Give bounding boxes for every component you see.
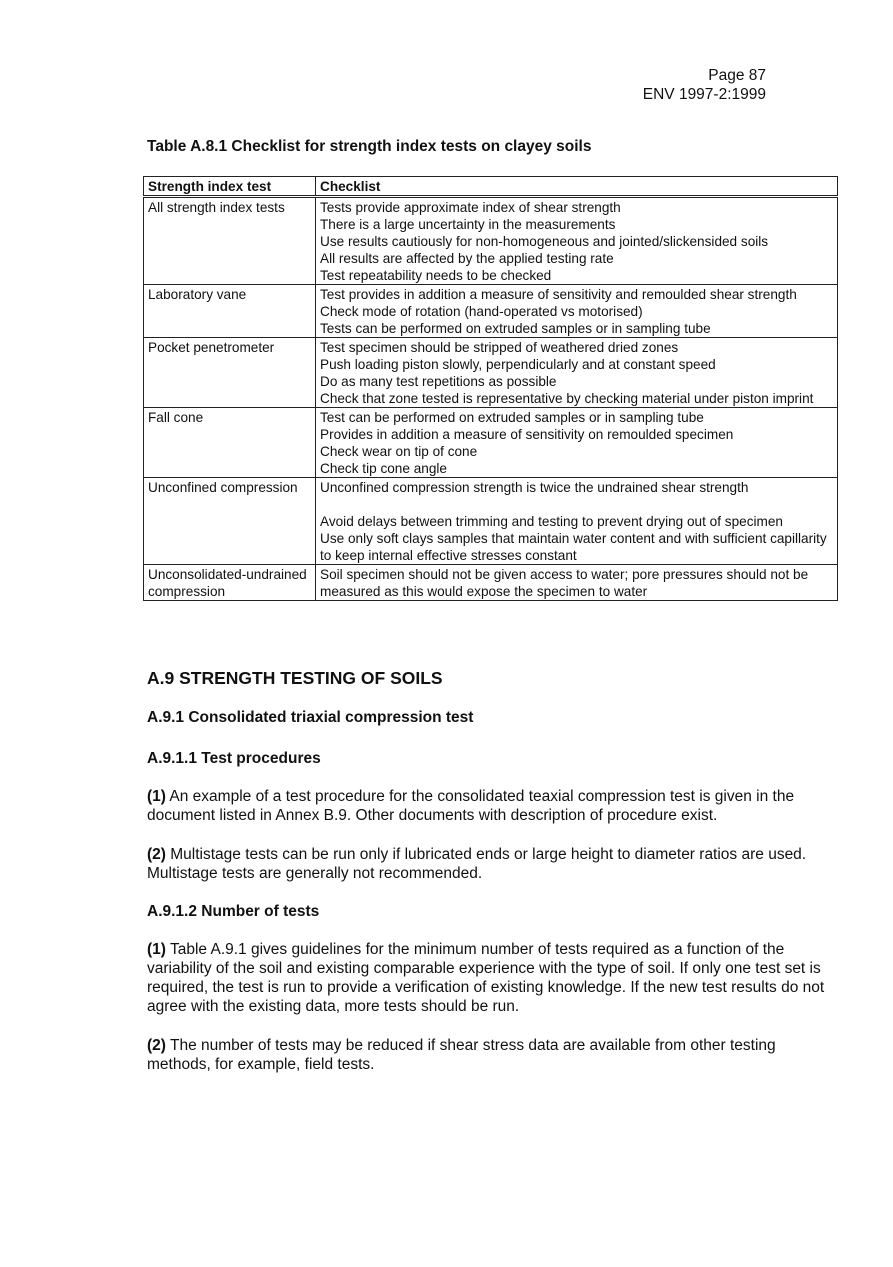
table-row [144, 338, 838, 408]
table-header-row [144, 177, 838, 197]
spacer [320, 496, 833, 513]
test-name: All strength index tests [144, 197, 316, 285]
paragraph-text: The number of tests may be reduced if shear stress data are available from other testing methods, for example, field tests. [147, 1037, 776, 1073]
paragraph-text: Table A.9.1 gives guidelines for the minimum number of tests required as a function of the variability of the soil and existing comparable experience with the type of soil. If only one test set is required, the test is run to provide a verification of existing knowledge. If the new test results do not agree with the existing data, more tests should be run. [147, 941, 825, 1015]
checklist-item: Check wear on tip of cone [320, 444, 478, 459]
test-name: Unconsolidated-undrained compression [144, 565, 316, 601]
checklist-cell [316, 197, 838, 285]
checklist-item: Soil specimen should not be given access to water; pore pressures should not be measured as this would expose the specimen to water [320, 567, 809, 599]
checklist-cell [316, 478, 838, 565]
subsection-heading: A.9.1 Consolidated triaxial compression test [147, 709, 474, 726]
checklist-cell [316, 338, 838, 408]
checklist-item: Check that zone tested is representative by checking material under piston imprint [320, 391, 814, 406]
table-row [144, 197, 838, 285]
paragraph-number: (2) [147, 1037, 166, 1054]
table-row [144, 478, 838, 565]
paragraph-number: (1) [147, 941, 166, 958]
standard-reference: ENV 1997-2:1999 [642, 86, 766, 103]
checklist-cell [316, 285, 838, 338]
paragraph [147, 787, 827, 825]
header-checklist: Checklist [316, 177, 838, 197]
checklist-cell [316, 565, 838, 601]
checklist-item: Test can be performed on extruded samples or in sampling tube [320, 410, 704, 425]
page-number: Page 87 [708, 67, 766, 84]
checklist-item: Test specimen should be stripped of weathered dried zones [320, 340, 679, 355]
checklist-item: Check tip cone angle [320, 461, 447, 476]
checklist-item: Check mode of rotation (hand-operated vs motorised) [320, 304, 643, 319]
paragraph-text: An example of a test procedure for the consolidated teaxial compression test is given in the document listed in Annex B.9. Other documents with description of procedure exist. [147, 788, 795, 824]
paragraph [147, 940, 827, 1016]
table-caption: Table A.8.1 Checklist for strength index tests on clayey soils [147, 138, 592, 155]
checklist-item: All results are affected by the applied testing rate [320, 251, 614, 266]
checklist-item: Provides in addition a measure of sensitivity on remoulded specimen [320, 427, 734, 442]
paragraph [147, 845, 827, 883]
checklist-item: Tests provide approximate index of shear strength [320, 200, 621, 215]
checklist-item: Test repeatability needs to be checked [320, 268, 552, 283]
number-of-tests-heading: A.9.1.2 Number of tests [147, 903, 320, 920]
checklist-item: Unconfined compression strength is twice the undrained shear strength [320, 480, 749, 495]
checklist-table [143, 176, 838, 601]
checklist-item: Tests can be performed on extruded samples or in sampling tube [320, 321, 711, 336]
checklist-item: Use only soft clays samples that maintain water content and with sufficient capillarity to keep internal effective stresses constant [320, 531, 827, 563]
test-name: Laboratory vane [144, 285, 316, 338]
table-row [144, 408, 838, 478]
page-header [643, 66, 766, 104]
section-heading: A.9 STRENGTH TESTING OF SOILS [147, 668, 443, 688]
test-name: Pocket penetrometer [144, 338, 316, 408]
paragraph-text: Multistage tests can be run only if lubricated ends or large height to diameter ratios are used. Multistage tests are generally not recommended. [147, 846, 807, 882]
checklist-item: Test provides in addition a measure of sensitivity and remoulded shear strength [320, 287, 797, 302]
checklist-item: Do as many test repetitions as possible [320, 374, 557, 389]
checklist-item: Push loading piston slowly, perpendicularly and at constant speed [320, 357, 716, 372]
table-row [144, 565, 838, 601]
test-name: Fall cone [144, 408, 316, 478]
table-row [144, 285, 838, 338]
test-name: Unconfined compression [144, 478, 316, 565]
checklist-cell [316, 408, 838, 478]
checklist-item: There is a large uncertainty in the measurements [320, 217, 616, 232]
paragraph-number: (1) [147, 788, 166, 805]
paragraph [147, 1036, 827, 1074]
test-procedures-heading: A.9.1.1 Test procedures [147, 750, 321, 767]
checklist-item: Use results cautiously for non-homogeneous and jointed/slickensided soils [320, 234, 769, 249]
paragraph-number: (2) [147, 846, 166, 863]
header-strength-index-test: Strength index test [144, 177, 316, 197]
checklist-item: Avoid delays between trimming and testing to prevent drying out of specimen [320, 514, 783, 529]
